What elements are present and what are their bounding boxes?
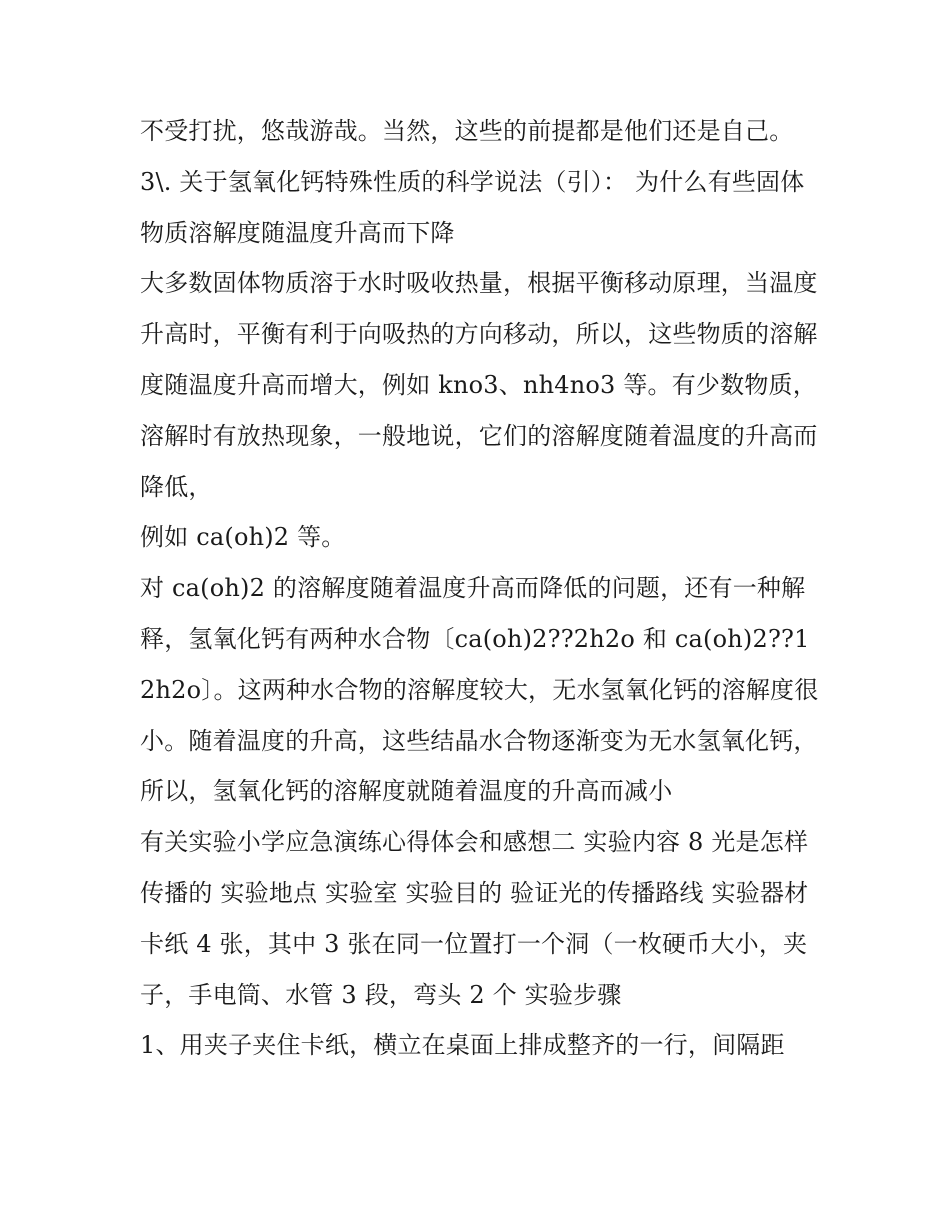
document-body: [140, 106, 820, 1071]
paragraph-example: 例如 ca(oh)2 等。: [140, 523, 346, 552]
paragraph-materials: 卡纸 4 张，其中 3 张在同一位置打一个洞（一枚硬币大小，夹子，手电筒、水管 3 段，弯头 2 个 实验步骤: [140, 929, 808, 1009]
paragraph-section-heading: 3\. 关于氢氧化钙特殊性质的科学说法（引）： 为什么有些固体物质溶解度随温度升高而下降: [140, 167, 805, 247]
paragraph-intro-ending: 不受打扰，悠哉游哉。当然，这些的前提都是他们还是自己。: [140, 117, 794, 145]
paragraph-step-one: 1、用夹子夹住卡纸，横立在桌面上排成整齐的一行，间隔距: [140, 1031, 785, 1060]
paragraph-experiment-info: 有关实验小学应急演练心得体会和感想二 实验内容 8 光是怎样传播的 实验地点 实验室 实验目的 验证光的传播路线 实验器材: [140, 828, 809, 907]
paragraph-solubility-explanation: 大多数固体物质溶于水时吸收热量，根据平衡移动原理，当温度升高时，平衡有利于向吸热的方向移动，所以，这些物质的溶解度随温度升高而增大，例如 kno3、nh4no3 等。有少数物质，溶解时有放热现象，一般地说，它们的溶解度随着温度的升高而降低，: [140, 269, 818, 501]
paragraph-hydrate-explanation: 对 ca(oh)2 的溶解度随着温度升高而降低的问题，还有一种解释，氢氧化钙有两种水合物〔ca(oh)2??2h2o 和 ca(oh)2??12h2o〕。这两种水合物的溶解度较大，无水氢氧化钙的溶解度很小。随着温度的升高，这些结晶水合物逐渐变为无水氢氧化钙，所以，氢氧化钙的溶解度就随着温度的升高而减小: [140, 574, 819, 806]
